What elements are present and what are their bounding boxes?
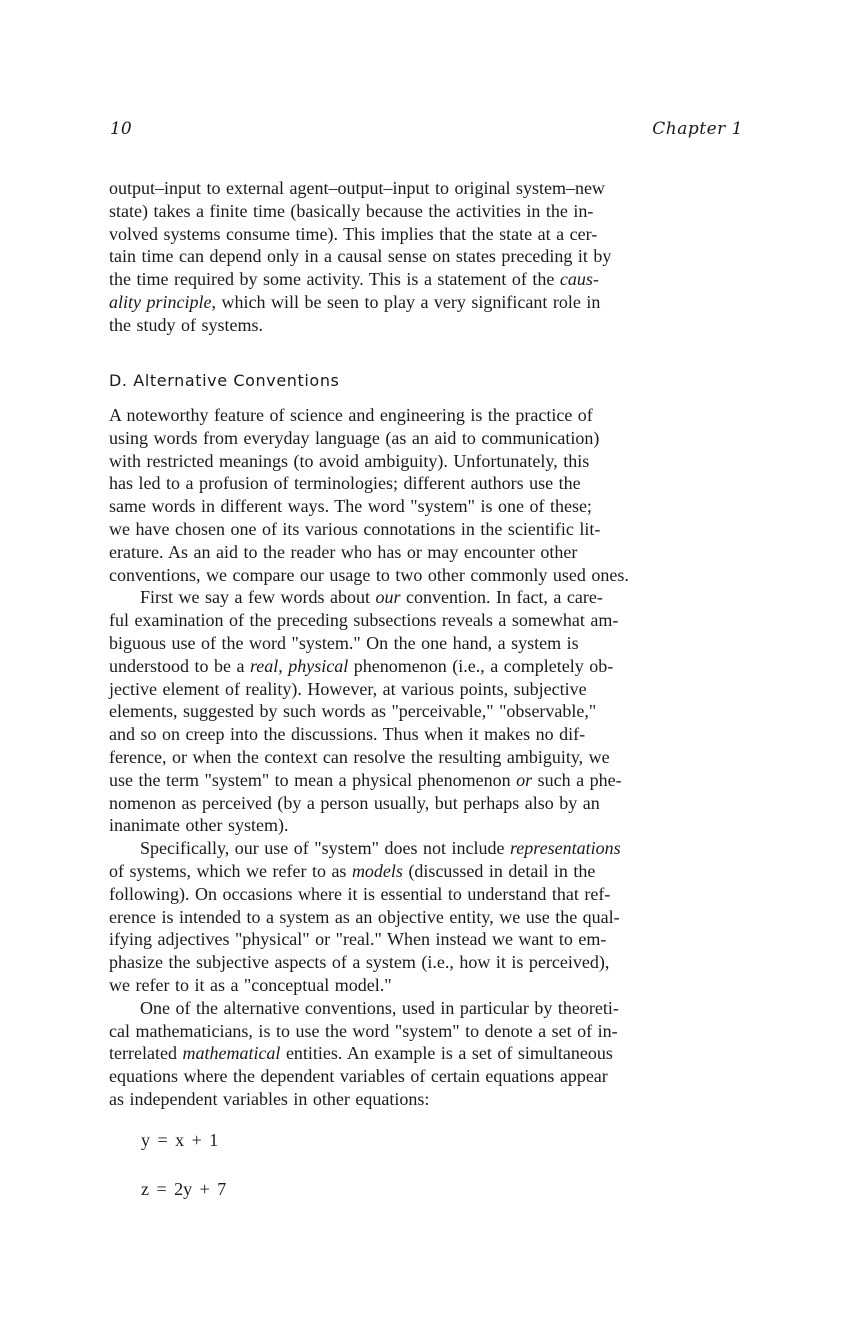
equation: z = 2y + 7 (141, 1179, 227, 1199)
italic-term: ality principle (109, 291, 212, 312)
text-line (109, 655, 752, 678)
text-line: as independent variables in other equations: (109, 1088, 430, 1109)
text-line: volved systems consume time). This implies that the state at a cer- (109, 223, 598, 244)
text-segment: phenomenon (i.e., a completely ob- (348, 655, 614, 676)
text-line: has led to a profusion of terminologies; different authors use the (109, 473, 581, 494)
text-line: One of the alternative conventions, used in particular by theoreti- (140, 997, 619, 1018)
text-line (109, 1042, 752, 1065)
text-line: using words from everyday language (as an aid to communication) (109, 427, 600, 448)
italic-term: our (375, 587, 401, 608)
italic-term: representations (509, 838, 621, 859)
chapter-label: Chapter 1 (652, 119, 743, 139)
text-segment: use the term "system" to mean a physical phenomenon (109, 769, 517, 790)
text-line: cal mathematicians, is to use the word "system" to denote a set of in- (109, 1020, 618, 1041)
text-line: following). On occasions where it is essential to understand that ref- (109, 883, 611, 904)
text-line: with restricted meanings (to avoid ambiguity). Unfortunately, this (109, 450, 590, 471)
text-line (109, 268, 752, 291)
text-segment: understood to be a (109, 655, 250, 676)
equation: y = x + 1 (141, 1130, 219, 1150)
text-segment: entities. An example is a set of simultaneous (280, 1043, 613, 1064)
text-line: phasize the subjective aspects of a system (i.e., how it is perceived), (109, 952, 610, 973)
section-heading: D. Alternative Conventions (109, 371, 340, 390)
text-line: ference, or when the context can resolve the resulting ambiguity, we (109, 746, 610, 767)
text-line: biguous use of the word "system." On the one hand, a system is (109, 632, 579, 653)
italic-term: or (516, 769, 533, 790)
text-line (109, 837, 752, 860)
text-line: erature. As an aid to the reader who has or may encounter other (109, 541, 578, 562)
text-line: we refer to it as a "conceptual model." (109, 974, 392, 995)
text-line: same words in different ways. The word "system" is one of these; (109, 496, 592, 517)
text-line: the study of systems. (109, 314, 263, 335)
text-line: erence is intended to a system as an objective entity, we use the qual- (109, 906, 620, 927)
text-line: ful examination of the preceding subsections reveals a somewhat am- (109, 610, 619, 631)
text-line (109, 769, 752, 792)
text-line: inanimate other system). (109, 815, 289, 836)
text-line: ifying adjectives "physical" or "real." When instead we want to em- (109, 929, 607, 950)
italic-term: physical (288, 655, 349, 676)
italic-term: models (351, 860, 403, 881)
text-line: jective element of reality). However, at various points, subjective (109, 678, 587, 699)
text-segment: of systems, which we refer to as (109, 860, 352, 881)
text-segment: , which will be seen to play a very significant role in (211, 291, 601, 312)
text-segment: , (278, 655, 289, 676)
text-line: elements, suggested by such words as "perceivable," "observable," (109, 701, 597, 722)
text-line: we have chosen one of its various connotations in the scientific lit- (109, 518, 601, 539)
text-segment: such a phe- (532, 769, 622, 790)
text-line: output–input to external agent–output–input to original system–new (109, 178, 605, 198)
continuation-paragraph (109, 177, 752, 337)
italic-term: caus- (559, 269, 599, 290)
text-line: and so on creep into the discussions. Thus when it makes no dif- (109, 724, 586, 745)
text-line: nomenon as perceived (by a person usually, but perhaps also by an (109, 792, 600, 813)
text-line: state) takes a finite time (basically because the activities in the in- (109, 200, 594, 221)
text-line (109, 291, 752, 314)
text-segment: First we say a few words about (140, 587, 376, 608)
italic-term: mathematical (182, 1043, 281, 1064)
text-line (109, 586, 752, 609)
text-segment: Specifically, our use of "system" does not include (140, 838, 510, 859)
text-line: conventions, we compare our usage to two other commonly used ones. (109, 564, 629, 585)
section-body (109, 404, 752, 1111)
text-segment: (discussed in detail in the (402, 860, 596, 881)
text-line: tain time can depend only in a causal sense on states preceding it by (109, 246, 612, 267)
text-segment: the time required by some activity. This is a statement of the (109, 269, 560, 290)
text-segment: convention. In fact, a care- (400, 587, 603, 608)
italic-term: real (249, 655, 279, 676)
text-line: A noteworthy feature of science and engineering is the practice of (109, 405, 593, 425)
text-segment: terrelated (109, 1043, 183, 1064)
page-number: 10 (110, 119, 132, 139)
text-line: equations where the dependent variables of certain equations appear (109, 1066, 608, 1087)
text-line (109, 860, 752, 883)
